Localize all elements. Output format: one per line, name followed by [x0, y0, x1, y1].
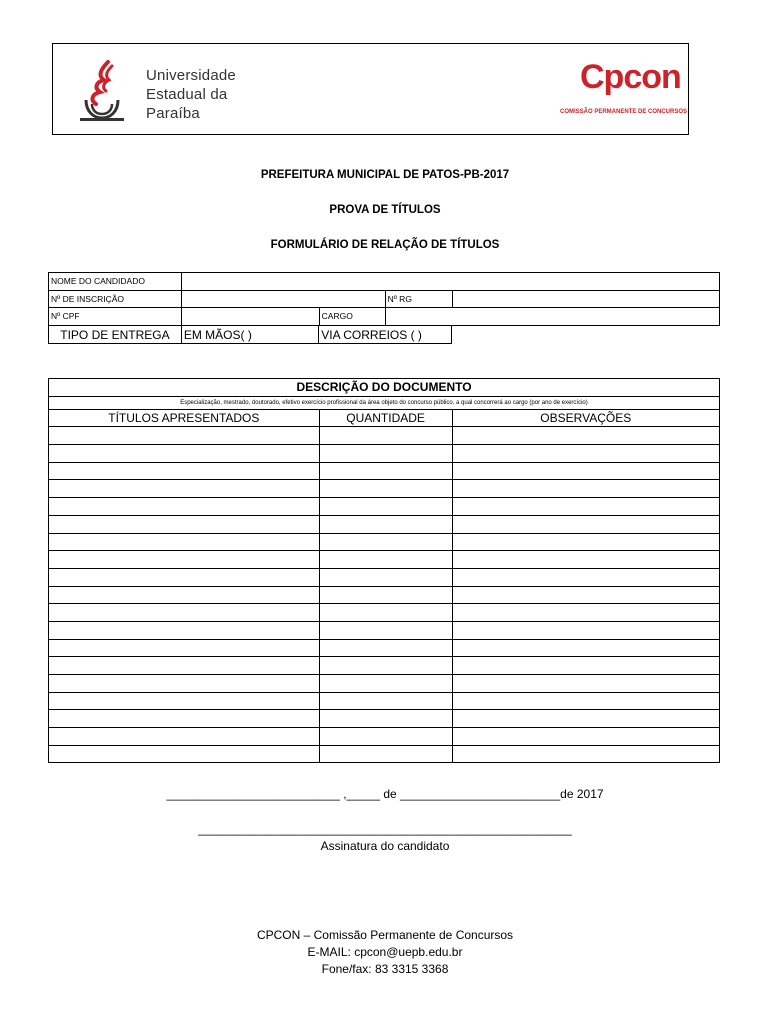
table-row — [49, 586, 720, 604]
observacoes-cell[interactable] — [452, 745, 720, 763]
cargo-field[interactable] — [385, 308, 719, 326]
table-row — [49, 462, 720, 480]
rg-field[interactable] — [452, 290, 720, 308]
titulo-cell[interactable] — [49, 675, 320, 693]
titulo-cell[interactable] — [49, 604, 320, 622]
quantidade-cell[interactable] — [319, 604, 452, 622]
em-maos-checkbox[interactable]: EM MÃOS( ) — [181, 326, 318, 344]
quantidade-cell[interactable] — [319, 728, 452, 746]
table-row — [49, 745, 720, 763]
quantidade-cell[interactable] — [319, 462, 452, 480]
quantidade-cell[interactable] — [319, 710, 452, 728]
observacoes-cell[interactable] — [452, 427, 720, 445]
observacoes-cell[interactable] — [452, 675, 720, 693]
table-row — [49, 568, 720, 586]
table-row — [49, 604, 720, 622]
titulo-cell[interactable] — [49, 657, 320, 675]
table-row — [49, 515, 720, 533]
quantidade-cell[interactable] — [319, 445, 452, 463]
titulo-cell[interactable] — [49, 692, 320, 710]
table-row — [49, 639, 720, 657]
quantidade-cell[interactable] — [319, 427, 452, 445]
footer-phone: Fone/fax: 83 3315 3368 — [321, 962, 449, 976]
table-row — [49, 551, 720, 569]
university-name-line: Paraíba — [146, 105, 200, 122]
observacoes-cell[interactable] — [452, 657, 720, 675]
quantidade-cell[interactable] — [319, 639, 452, 657]
documents-title: DESCRIÇÃO DO DOCUMENTO — [49, 379, 720, 397]
observacoes-cell[interactable] — [452, 515, 720, 533]
quantidade-cell[interactable] — [319, 692, 452, 710]
quantidade-cell[interactable] — [319, 533, 452, 551]
table-row — [49, 657, 720, 675]
titulo-cell[interactable] — [49, 445, 320, 463]
observacoes-cell[interactable] — [452, 551, 720, 569]
titulo-cell[interactable] — [49, 533, 320, 551]
cpcon-wordmark: Cpcon — [580, 58, 681, 96]
observacoes-cell[interactable] — [452, 498, 720, 516]
titulo-cell[interactable] — [49, 515, 320, 533]
title-formulario: FORMULÁRIO DE RELAÇÃO DE TÍTULOS — [270, 239, 500, 251]
documents-table — [48, 378, 720, 763]
column-header-quantidade: QUANTIDADE — [319, 409, 452, 427]
title-prefeitura: PREFEITURA MUNICIPAL DE PATOS-PB-2017 — [260, 169, 510, 181]
titulo-cell[interactable] — [49, 480, 320, 498]
observacoes-cell[interactable] — [452, 728, 720, 746]
observacoes-cell[interactable] — [452, 639, 720, 657]
signature-label: Assinatura do candidato — [320, 839, 450, 853]
titulo-cell[interactable] — [49, 551, 320, 569]
observacoes-cell[interactable] — [452, 710, 720, 728]
nome-label: NOME DO CANDIDADO — [49, 273, 182, 291]
uepb-flame-logo-icon — [78, 60, 126, 122]
nome-field[interactable] — [181, 273, 719, 291]
table-row — [49, 675, 720, 693]
tipo-entrega-table — [48, 325, 452, 344]
observacoes-cell[interactable] — [452, 692, 720, 710]
cpcon-subtitle: COMISSÃO PERMANENTE DE CONCURSOS — [559, 109, 687, 115]
quantidade-cell[interactable] — [319, 621, 452, 639]
observacoes-cell[interactable] — [452, 568, 720, 586]
observacoes-cell[interactable] — [452, 604, 720, 622]
cpf-label: Nº CPF — [49, 308, 182, 326]
titulo-cell[interactable] — [49, 568, 320, 586]
observacoes-cell[interactable] — [452, 462, 720, 480]
tipo-entrega-label: TIPO DE ENTREGA — [49, 326, 182, 344]
titulo-cell[interactable] — [49, 462, 320, 480]
table-row — [49, 621, 720, 639]
cargo-label: CARGO — [319, 308, 385, 326]
inscricao-label: Nº DE INSCRIÇÃO — [49, 290, 182, 308]
quantidade-cell[interactable] — [319, 657, 452, 675]
quantidade-cell[interactable] — [319, 675, 452, 693]
candidate-info-table — [48, 272, 720, 326]
quantidade-cell[interactable] — [319, 480, 452, 498]
via-correios-checkbox[interactable]: VIA CORREIOS ( ) — [319, 326, 452, 344]
documents-subtitle: Especialização, mestrado, doutorado, efetivo exercício profissional da área objeto do concurso público, a qual concorrerá ao cargo (por ano de exercício) — [49, 396, 720, 409]
table-row — [49, 692, 720, 710]
titulo-cell[interactable] — [49, 639, 320, 657]
observacoes-cell[interactable] — [452, 445, 720, 463]
titulo-cell[interactable] — [49, 710, 320, 728]
table-row — [49, 498, 720, 516]
quantidade-cell[interactable] — [319, 568, 452, 586]
column-header-titulos: TÍTULOS APRESENTADOS — [49, 409, 320, 427]
inscricao-field[interactable] — [181, 290, 385, 308]
titulo-cell[interactable] — [49, 745, 320, 763]
quantidade-cell[interactable] — [319, 551, 452, 569]
footer-org: CPCON – Comissão Permanente de Concursos — [256, 928, 514, 942]
rg-label: Nº RG — [385, 290, 452, 308]
footer-email: E-MAIL: cpcon@uepb.edu.br — [307, 945, 463, 959]
table-row — [49, 427, 720, 445]
titulo-cell[interactable] — [49, 728, 320, 746]
signature-line[interactable]: ________________________________________________________ — [198, 822, 572, 836]
observacoes-cell[interactable] — [452, 621, 720, 639]
titulo-cell[interactable] — [49, 586, 320, 604]
column-header-observacoes: OBSERVAÇÕES — [452, 409, 720, 427]
title-prova: PROVA DE TÍTULOS — [329, 204, 441, 216]
quantidade-cell[interactable] — [319, 586, 452, 604]
university-name-line: Estadual da — [146, 86, 228, 103]
observacoes-cell[interactable] — [452, 480, 720, 498]
table-row — [49, 480, 720, 498]
university-name — [146, 66, 236, 123]
date-line[interactable]: __________________________ ,_____ de ________________________de 2017 — [166, 787, 604, 801]
titulo-cell[interactable] — [49, 498, 320, 516]
table-row — [49, 710, 720, 728]
observacoes-cell[interactable] — [452, 586, 720, 604]
titulo-cell[interactable] — [49, 621, 320, 639]
cpf-field[interactable] — [181, 308, 319, 326]
observacoes-cell[interactable] — [452, 533, 720, 551]
titulo-cell[interactable] — [49, 427, 320, 445]
quantidade-cell[interactable] — [319, 745, 452, 763]
quantidade-cell[interactable] — [319, 515, 452, 533]
table-row — [49, 533, 720, 551]
quantidade-cell[interactable] — [319, 498, 452, 516]
table-row — [49, 728, 720, 746]
table-row — [49, 445, 720, 463]
university-name-line: Universidade — [146, 67, 236, 84]
